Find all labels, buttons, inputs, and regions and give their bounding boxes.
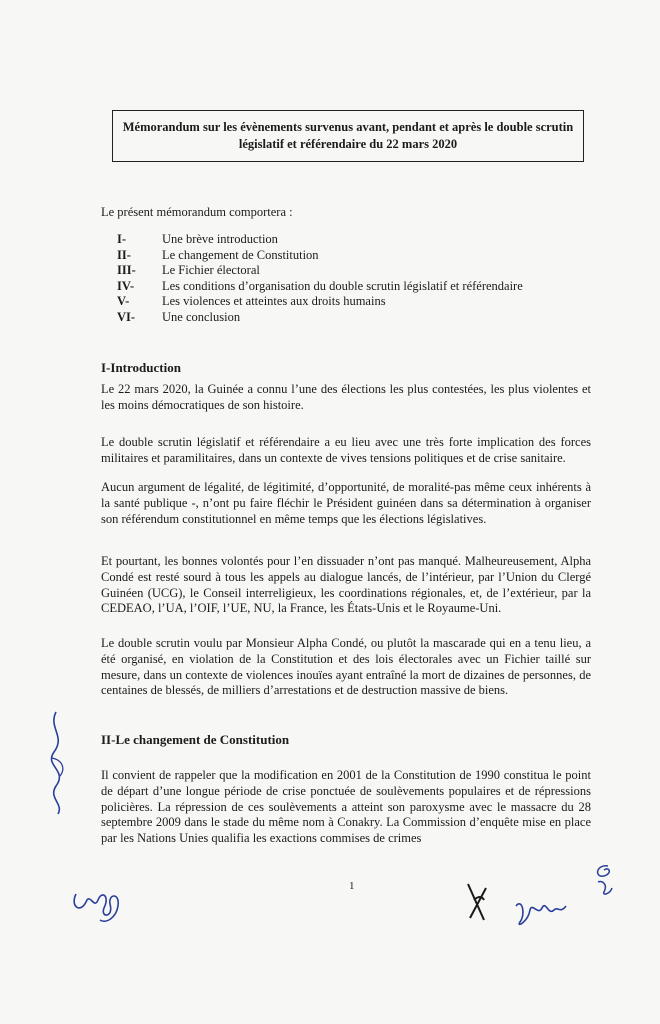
toc-label: Les violences et atteintes aux droits humains xyxy=(162,294,386,309)
toc-number: V- xyxy=(117,294,130,309)
intro-line: Le présent mémorandum comportera : xyxy=(101,205,293,219)
toc-item xyxy=(117,248,523,264)
table-of-contents xyxy=(117,232,523,326)
toc-item xyxy=(117,310,523,326)
handwritten-initials-corner xyxy=(590,862,618,898)
handwritten-initials-margin xyxy=(44,708,74,818)
toc-label: Une conclusion xyxy=(162,309,241,324)
section-heading-constitution: II-Le changement de Constitution xyxy=(101,732,290,747)
toc-item xyxy=(117,294,523,310)
paragraph: Le 22 mars 2020, la Guinée a connu l’une des élections les plus contestées, les plus violentes et les moins démocratiques de son histoire. xyxy=(101,382,591,412)
paragraph: Et pourtant, les bonnes volontés pour l’en dissuader n’ont pas manqué. Malheureusement, Alpha Condé est resté sourd à tous les appels au dialogue lancés, de l’intérieur, par l’Union du Clergé Guinéen (UCG), le Conseil interreligieux, les coordinations régionales, et, de l’extérieur, par la CEDEAO, l’UA, l’OIF, l’UE, NU, la France, les États-Unis et le Royaume-Uni. xyxy=(101,554,591,616)
page-number: 1 xyxy=(349,880,355,892)
paragraph: Il convient de rappeler que la modification en 2001 de la Constitution de 1990 constitua le point de départ d’une longue période de crise ponctuée de soulèvements populaires et de répressions policières. La répression de ces soulèvements a atteint son paroxysme avec le massacre du 28 septembre 2009 dans le stade du même nom à Conakry. La Commission d’enquête mise en place par les Nations Unies qualifia les exactions commises de crimes xyxy=(101,768,591,846)
toc-label: Une brève introduction xyxy=(162,232,278,246)
paragraph: Le double scrutin voulu par Monsieur Alpha Condé, ou plutôt la mascarade qui en a tenu lieu, a été organisé, en violation de la Constitution et des lois électorales avec un Fichier taillé sur mesure, dans un contexte de violences inouïes ayant entraîné la mort de dizaines de personnes, de centaines de blessés, de milliers d’arrestations et de destruction massive de biens. xyxy=(101,636,591,698)
title-line-1: Mémorandum sur les évènements survenus avant, pendant et après le double scrutin xyxy=(122,120,574,134)
title-box xyxy=(112,110,584,162)
toc-item xyxy=(117,279,523,295)
handwritten-signature-left xyxy=(70,880,130,930)
toc-item xyxy=(117,263,523,279)
toc-number: I- xyxy=(117,232,127,246)
toc-number: IV- xyxy=(117,278,135,293)
toc-label: Le changement de Constitution xyxy=(162,247,319,262)
section-heading-introduction: I-Introduction xyxy=(101,360,181,375)
toc-label: Le Fichier électoral xyxy=(162,263,260,278)
toc-number: III- xyxy=(117,263,136,278)
toc-item xyxy=(117,232,523,248)
paragraph: Le double scrutin législatif et référendaire a eu lieu avec une très forte implication des forces militaires et paramilitaires, dans un contexte de vives tensions politiques et de crise sanitaire. xyxy=(101,435,591,465)
paragraph: Aucun argument de légalité, de légitimité, d’opportunité, de moralité-pas même ceux inhérents à la santé publique -, n’ont pu faire fléchir le Président guinéen dans sa détermination à organiser son référendum constitutionnel en même temps que les élections législatives. xyxy=(101,480,591,526)
toc-number: VI- xyxy=(117,309,136,324)
handwritten-signature-right xyxy=(512,892,572,932)
toc-number: II- xyxy=(117,247,131,262)
handwritten-mark-center xyxy=(462,878,492,928)
toc-label: Les conditions d’organisation du double scrutin législatif et référendaire xyxy=(162,278,523,293)
title-line-2: législatif et référendaire du 22 mars 2020 xyxy=(238,137,458,151)
